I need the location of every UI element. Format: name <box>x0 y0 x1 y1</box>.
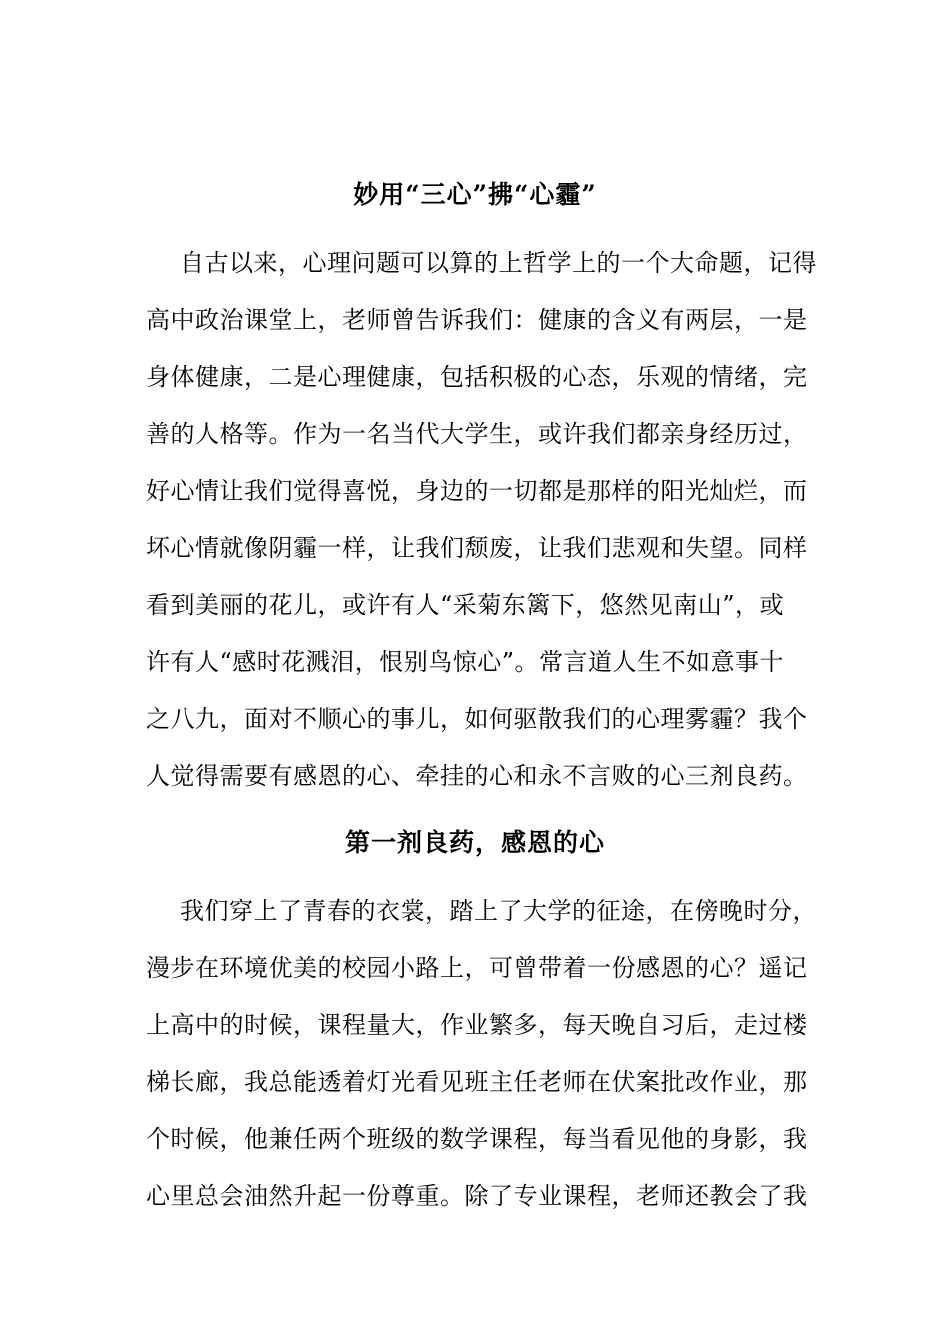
paragraph-line: 个时候，他兼任两个班级的数学课程，每当看见他的身影，我 <box>146 1125 808 1153</box>
paragraph-line: 身体健康，二是心理健康，包括积极的心态，乐观的情绪，完 <box>146 363 808 391</box>
paragraph-line: 漫步在环境优美的校园小路上，可曾带着一份感恩的心？遥记 <box>146 954 808 982</box>
paragraph-line: 人觉得需要有感恩的心、牵挂的心和永不言败的心三剂良药。 <box>146 762 808 790</box>
paragraph-line: 自古以来，心理问题可以算的上哲学上的一个大命题，记得 <box>180 249 817 277</box>
document-title: 妙用“三心”拂“心霾” <box>353 180 597 209</box>
paragraph-line: 高中政治课堂上，老师曾告诉我们：健康的含义有两层，一是 <box>146 306 808 334</box>
paragraph-line: 之八九，面对不顺心的事儿，如何驱散我们的心理雾霾？我个 <box>146 705 808 733</box>
paragraph-line: 上高中的时候，课程量大，作业繁多，每天晚自习后，走过楼 <box>146 1011 808 1039</box>
paragraph-line: 好心情让我们觉得喜悦，身边的一切都是那样的阳光灿烂，而 <box>146 477 808 505</box>
paragraph-line: 看到美丽的花儿，或许有人“采菊东篱下，悠然见南山”，或 <box>146 591 785 619</box>
paragraph-line: 梯长廊，我总能透着灯光看见班主任老师在伏案批改作业，那 <box>146 1068 808 1096</box>
paragraph-line: 心里总会油然升起一份尊重。除了专业课程，老师还教会了我 <box>146 1182 808 1210</box>
paragraph-line: 许有人“感时花溅泪，恨别鸟惊心”。常言道人生不如意事十 <box>146 648 785 676</box>
paragraph-line: 我们穿上了青春的衣裳，踏上了大学的征途，在傍晚时分， <box>180 897 817 925</box>
paragraph-line: 坏心情就像阴霾一样，让我们颓废，让我们悲观和失望。同样 <box>146 534 808 562</box>
paragraph-line: 善的人格等。作为一名当代大学生，或许我们都亲身经历过， <box>146 420 808 448</box>
section-heading: 第一剂良药，感恩的心 <box>344 828 605 857</box>
